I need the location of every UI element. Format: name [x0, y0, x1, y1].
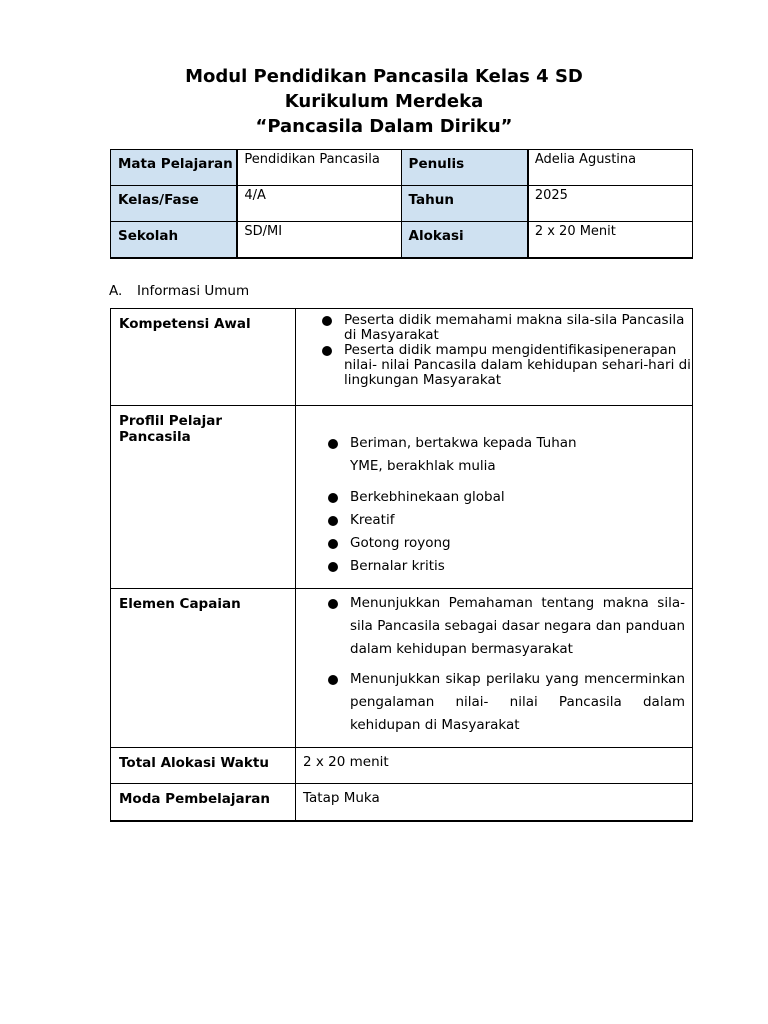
section-number: A. — [109, 283, 123, 299]
bullet-icon — [322, 316, 332, 326]
info-table — [110, 308, 693, 822]
identity-label: Alokasi — [401, 222, 528, 258]
section-heading — [109, 283, 249, 299]
table-row — [111, 784, 693, 821]
document-title — [0, 64, 768, 139]
elemen-content — [296, 589, 693, 748]
list-item: Peserta didik memahami makna sila-sila Pancasila di Masyarakat — [296, 313, 692, 343]
list-item: Beriman, bertakwa kepada Tuhan YME, berakhlak mulia — [296, 432, 692, 478]
kompetensi-content — [296, 309, 693, 406]
table-row — [111, 150, 693, 186]
title-line-2: Kurikulum Merdeka — [284, 91, 484, 112]
identity-value: SD/MI — [237, 222, 401, 258]
identity-value: 2 x 20 Menit — [528, 222, 693, 258]
list-item: Menunjukkan Pemahaman tentang makna sila-sila Pancasila sebagai dasar negara dan panduan dalam kehidupan bermasyarakat — [296, 592, 692, 661]
elemen-label: Elemen Capaian — [111, 589, 296, 748]
identity-label: Mata Pelajaran — [111, 150, 238, 186]
table-row — [111, 589, 693, 748]
bullet-icon — [328, 516, 338, 526]
list-item: Bernalar kritis — [296, 555, 692, 578]
list-item: Kreatif — [296, 509, 692, 532]
table-row — [111, 748, 693, 784]
section-title: Informasi Umum — [137, 283, 250, 299]
identity-label: Tahun — [401, 186, 528, 222]
identity-value: Adelia Agustina — [528, 150, 693, 186]
identity-table — [110, 149, 693, 259]
identity-value: 2025 — [528, 186, 693, 222]
list-item: Berkebhinekaan global — [296, 486, 692, 509]
bullet-icon — [328, 493, 338, 503]
kompetensi-label: Kompetensi Awal — [111, 309, 296, 406]
bullet-icon — [328, 562, 338, 572]
identity-label: Kelas/Fase — [111, 186, 238, 222]
profil-list — [296, 406, 692, 578]
moda-value: Tatap Muka — [296, 784, 693, 821]
table-row — [111, 186, 693, 222]
total-value: 2 x 20 menit — [296, 748, 693, 784]
bullet-icon — [328, 675, 338, 685]
title-line-1: Modul Pendidikan Pancasila Kelas 4 SD — [185, 66, 583, 87]
identity-label: Sekolah — [111, 222, 238, 258]
bullet-icon — [328, 539, 338, 549]
moda-label: Moda Pembelajaran — [111, 784, 296, 821]
title-line-3: “Pancasila Dalam Diriku” — [255, 116, 513, 137]
table-row — [111, 222, 693, 258]
identity-value: 4/A — [237, 186, 401, 222]
table-row — [111, 406, 693, 589]
bullet-icon — [322, 346, 332, 356]
list-item: Peserta didik mampu mengidentifikasipenerapan nilai- nilai Pancasila dalam kehidupan sehari-hari di lingkungan Masyarakat — [296, 343, 692, 388]
list-item: Gotong royong — [296, 532, 692, 555]
table-row — [111, 309, 693, 406]
kompetensi-list — [296, 309, 692, 388]
identity-value: Pendidikan Pancasila — [237, 150, 401, 186]
elemen-list — [296, 589, 692, 737]
bullet-icon — [328, 599, 338, 609]
profil-content — [296, 406, 693, 589]
list-item: Menunjukkan sikap perilaku yang mencerminkan pengalaman nilai- nilai Pancasila dalam kehidupan di Masyarakat — [296, 668, 692, 737]
identity-label: Penulis — [401, 150, 528, 186]
bullet-icon — [328, 439, 338, 449]
total-label: Total Alokasi Waktu — [111, 748, 296, 784]
profil-label: Proflil Pelajar Pancasila — [111, 406, 296, 589]
